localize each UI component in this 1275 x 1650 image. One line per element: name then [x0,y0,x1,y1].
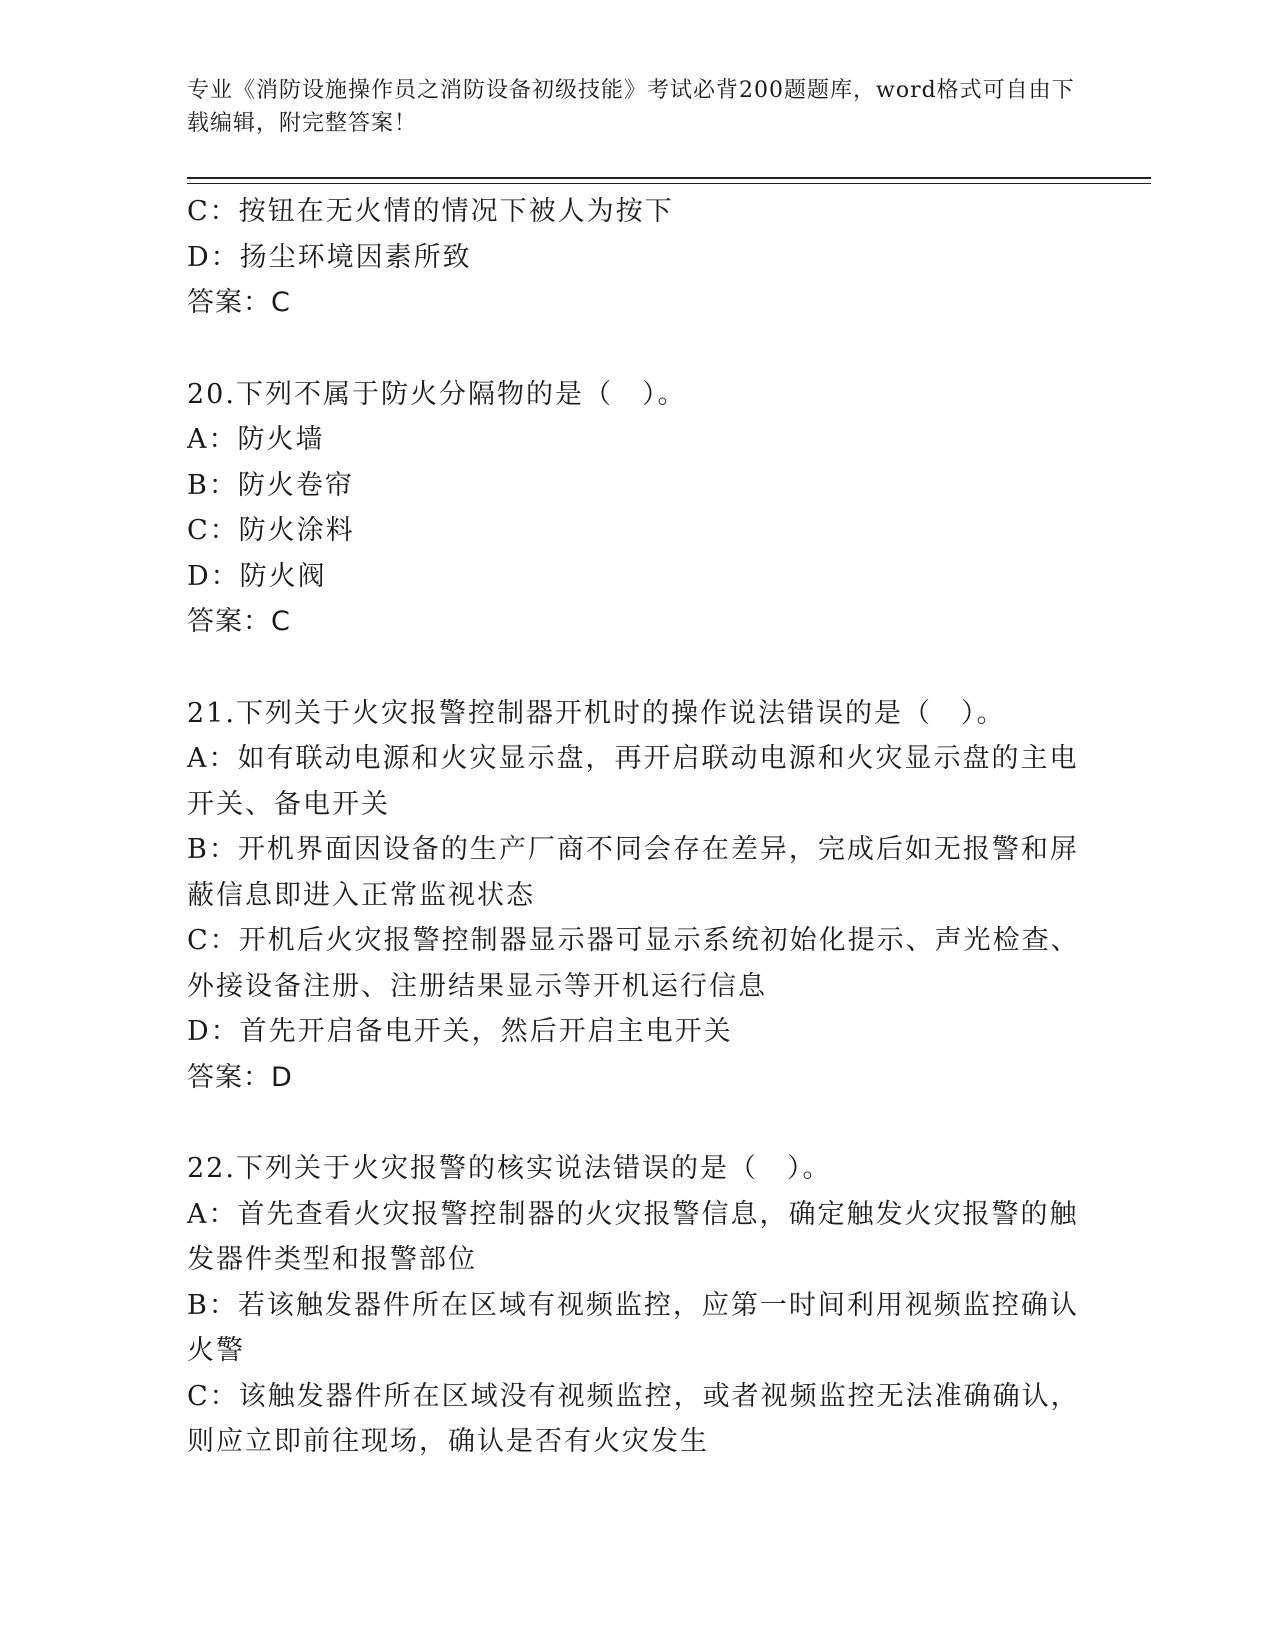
option-b: B：防火卷帘 [187,469,354,501]
answer-line: 答案：C [187,606,291,637]
option-c: C：按钮在无火情的情况下被人为按下 [187,196,674,227]
header-divider-thin [187,183,1151,184]
option-a: A：首先查看火灾报警控制器的火灾报警信息，确定触发火灾报警的触发器件类型和报警部位 [187,1198,1079,1275]
answer-line: 答案：C [187,287,291,318]
option-c: C：该触发器件所在区域没有视频监控，或者视频监控无法准确确认，则应立即前往现场，确认是否有火灾发生 [187,1380,1080,1457]
option-c: C：开机后火灾报警控制器显示器可显示系统初始化提示、声光检查、外接设备注册、注册结果显示等开机运行信息 [187,925,1080,1002]
page-header [187,74,1087,140]
document-body [187,189,1087,1465]
spacer [187,1100,1087,1146]
question-20 [187,372,1087,645]
answer-line: 答案：D [187,1061,293,1093]
spacer [187,326,1087,372]
option-d: D：首先开启备电开关，然后开启主电开关 [187,1016,733,1047]
option-d: D：防火阀 [187,560,327,592]
question-22 [187,1146,1087,1465]
header-title: 专业《消防设施操作员之消防设备初级技能》考试必背200题题库，word格式可自由下载编辑，附完整答案！ [187,78,1075,136]
question-stem: 22.下列关于火灾报警的核实说法错误的是（ ）。 [187,1153,832,1184]
option-b: B：若该触发器件所在区域有视频监控，应第一时间利用视频监控确认火警 [187,1289,1079,1366]
option-c: C：防火涂料 [187,515,355,546]
question-stem: 20.下列不属于防火分隔物的是（ ）。 [187,378,687,410]
option-d: D：扬尘环境因素所致 [187,241,472,273]
question-21 [187,691,1087,1101]
option-b: B：开机界面因设备的生产厂商不同会存在差异，完成后如无报警和屏蔽信息即进入正常监视状态 [187,834,1079,911]
question-stem: 21.下列关于火灾报警控制器开机时的操作说法错误的是（ ）。 [187,697,1006,729]
spacer [187,645,1087,691]
option-a: A：如有联动电源和火灾显示盘，再开启联动电源和火灾显示盘的主电开关、备电开关 [187,743,1079,820]
option-a: A：防火墙 [187,424,325,455]
question-19-continued [187,189,1087,326]
header-divider-thick [187,177,1151,179]
